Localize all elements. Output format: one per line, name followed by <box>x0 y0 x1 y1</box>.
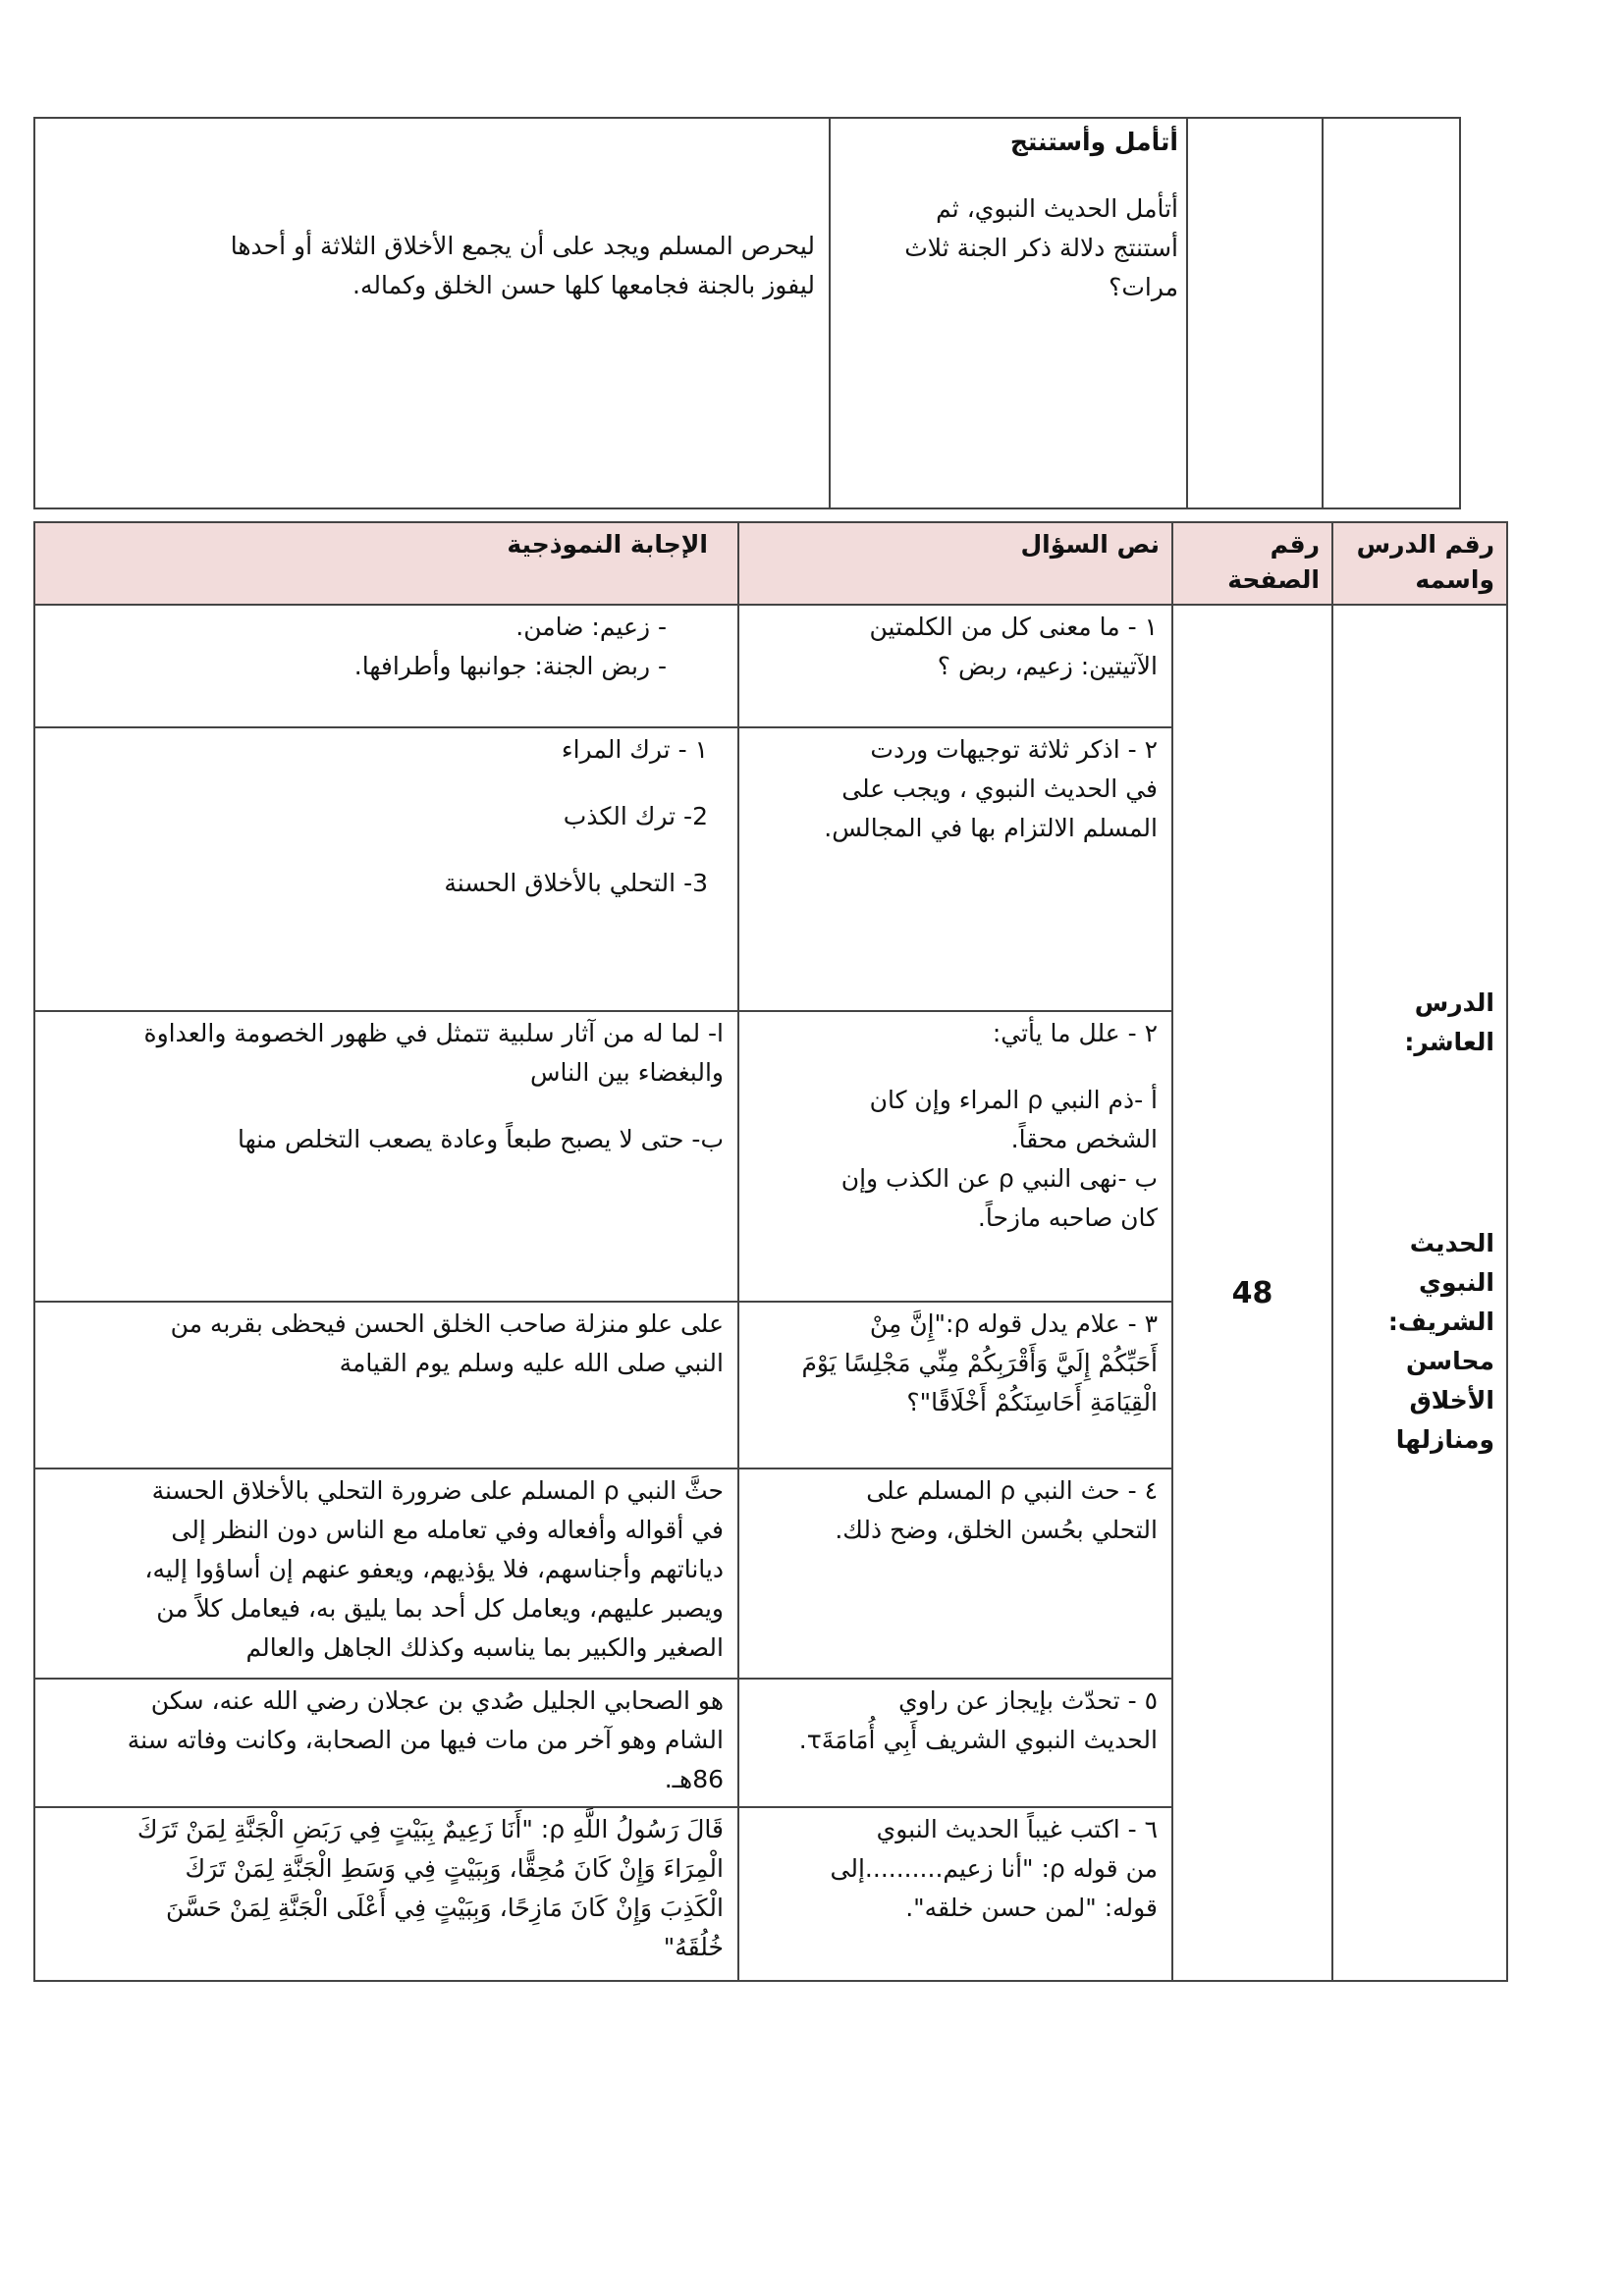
answer-cell <box>34 605 738 727</box>
question-line: الْقِيَامَةِ أَحَاسِنَكُمْ أَخْلَاقًا"؟ <box>906 1388 1158 1416</box>
reflection-question-line: مرات؟ <box>1109 273 1178 301</box>
lesson-name-line: الأخلاق <box>1409 1386 1494 1415</box>
empty-page-cell <box>1187 118 1323 508</box>
answer-line: 2- ترك الكذب <box>563 802 708 830</box>
empty-lesson-cell <box>1323 118 1460 508</box>
lesson-name-line: ومنازلها <box>1395 1425 1494 1454</box>
answer-cell <box>34 1302 738 1468</box>
lesson-name-line: النبوي <box>1419 1268 1494 1297</box>
question-line: التحلي بحُسن الخلق، وضح ذلك. <box>835 1516 1158 1544</box>
lesson-name-line: محاسن <box>1406 1347 1494 1375</box>
answer-line: 3- التحلي بالأخلاق الحسنة <box>444 869 708 897</box>
question-line: ب -نهى النبي ρ عن الكذب وإن <box>840 1164 1158 1193</box>
answer-line: ١ - ترك المراء <box>561 735 708 764</box>
lesson-number <box>1345 984 1494 1062</box>
question-line: الحديث النبوي الشريف أَبِي أُمَامَةَτ. <box>798 1726 1158 1754</box>
answer-line: خُلُقَهُ" <box>663 1933 724 1961</box>
reflection-heading: أتأمل وأستنتج <box>1009 128 1178 156</box>
question-cell <box>738 1679 1172 1807</box>
reflection-question-cell <box>830 118 1187 508</box>
answer-line: الشام وهو آخر من مات فيها من الصحابة، وكانت وفاته سنة <box>127 1726 724 1754</box>
answer-line: هو الصحابي الجليل صُدي بن عجلان رضي الله عنه، سكن <box>150 1686 724 1715</box>
answer-cell <box>34 727 738 1011</box>
answer-line: حثَّ النبي ρ المسلم على ضرورة التحلي بالأخلاق الحسنة <box>151 1476 724 1505</box>
question-cell <box>738 1807 1172 1981</box>
answer-line: ا- لما له من آثار سلبية تتمثل في ظهور الخصومة والعداوة <box>143 1019 724 1047</box>
reflection-question-line: أستنتج دلالة ذكر الجنة ثلاث <box>904 234 1178 262</box>
header-page <box>1172 522 1332 605</box>
question-cell <box>738 605 1172 727</box>
question-line: المسلم الالتزام بها في المجالس. <box>824 814 1158 842</box>
answer-cell <box>34 1468 738 1679</box>
reflection-row <box>34 118 1460 508</box>
question-line: ٦ - اكتب غيباً الحديث النبوي <box>876 1815 1158 1843</box>
question-line: ٤ - حث النبي ρ المسلم على <box>866 1476 1158 1505</box>
answer-line: والبغضاء بين الناس <box>530 1058 724 1087</box>
lesson-number-line: العاشر: <box>1404 1028 1494 1056</box>
questions-table <box>33 521 1508 1982</box>
answer-cell <box>34 1011 738 1302</box>
lesson-number-line: الدرس <box>1414 988 1494 1017</box>
question-line: الشخص محقاً. <box>1010 1125 1158 1153</box>
question-cell <box>738 1302 1172 1468</box>
reflection-table <box>33 117 1461 509</box>
answer-line: قَالَ رَسُولُ اللَّهِ ρ: "أَنَا زَعِيمٌ بِبَيْتٍ فِي رَبَضِ الْجَنَّةِ لِمَنْ تَرَكَ <box>136 1815 724 1843</box>
question-line: في الحديث النبوي ، ويجب على <box>841 774 1158 803</box>
table-header-row <box>34 522 1507 605</box>
header-lesson-line: رقم الدرس <box>1356 530 1494 559</box>
answer-line: الْمِرَاءَ وَإِنْ كَانَ مُحِقًّا، وَبِبَيْتٍ فِي وَسَطِ الْجَنَّةِ لِمَنْ تَرَكَ <box>185 1854 724 1883</box>
question-line: ١ - ما معنى كل من الكلمتين <box>869 613 1158 641</box>
page-number: 48 <box>1231 1275 1273 1310</box>
reflection-answer-cell <box>34 118 830 508</box>
question-cell <box>738 1468 1172 1679</box>
header-question: نص السؤال <box>738 522 1172 605</box>
question-cell <box>738 727 1172 1011</box>
question-line: من قوله ρ: "أنا زعيم..........إلى <box>830 1854 1158 1883</box>
answer-line: - ربض الجنة: جوانبها وأطرافها. <box>353 652 667 680</box>
answer-line: الْكَذِبَ وَإِنْ كَانَ مَازِحًا، وَبِبَيْتٍ فِي أَعْلَى الْجَنَّةِ لِمَنْ حَسَّنَ <box>166 1894 724 1922</box>
header-page-line: رقم <box>1270 530 1320 559</box>
question-line: قوله: "لمن حسن خلقه". <box>905 1894 1158 1922</box>
question-line: الآتيتين: زعيم، ربض ؟ <box>937 652 1158 680</box>
question-line: ٢ - اذكر ثلاثة توجيهات وردت <box>870 735 1158 764</box>
header-answer: الإجابة النموذجية <box>34 522 738 605</box>
question-cell <box>738 1011 1172 1302</box>
answer-line: ب- حتى لا يصبح طبعاً وعادة يصعب التخلص منها <box>238 1125 724 1153</box>
answer-cell <box>34 1807 738 1981</box>
reflection-answer-line: ليفوز بالجنة فجامعها كلها حسن الخلق وكماله. <box>352 271 815 299</box>
page-number-cell <box>1172 605 1332 1981</box>
answer-cell <box>34 1679 738 1807</box>
question-line: كان صاحبه مازحاً. <box>977 1203 1158 1232</box>
answer-line: 86هـ. <box>664 1765 724 1793</box>
answer-line: النبي صلى الله عليه وسلم يوم القيامة <box>339 1349 724 1377</box>
reflection-answer-line: ليحرص المسلم ويجد على أن يجمع الأخلاق الثلاثة أو أحدها <box>230 232 815 260</box>
answer-line: دياناتهم وأجناسهم، فلا يؤذيهم، ويعفو عنهم إن أساؤوا إليه، <box>144 1555 724 1583</box>
answer-line: في أقواله وأفعاله وفي تعامله مع الناس دون النظر إلى <box>171 1516 724 1544</box>
header-page-line: الصفحة <box>1227 565 1320 594</box>
question-line: ٥ - تحدّث بإيجاز عن راوي <box>898 1686 1158 1715</box>
question-line: أَحَبِّكُمْ إِلَيَّ وَأَقْرَبِكُمْ مِنِّي مَجْلِسًا يَوْمَ <box>801 1349 1158 1377</box>
question-line: ٣ - علام يدل قوله ρ:"إِنَّ مِنْ <box>869 1309 1158 1338</box>
answer-line: الصغير والكبير بما يناسبه وكذلك الجاهل والعالم <box>245 1633 724 1662</box>
lesson-name-line: الحديث <box>1409 1229 1494 1257</box>
question-line: ٢ - علل ما يأتي: <box>992 1019 1158 1047</box>
question-line: أ -ذم النبي ρ المراء وإن كان <box>869 1086 1158 1114</box>
answer-line: ويصبر عليهم، ويعامل كل أحد بما يليق به، فيعامل كلاً من <box>156 1594 724 1623</box>
table-row <box>34 605 1507 727</box>
lesson-name-line: الشريف: <box>1387 1308 1494 1336</box>
header-lesson <box>1332 522 1507 605</box>
answer-line: - زعيم: ضامن. <box>515 613 667 641</box>
header-lesson-line: واسمه <box>1415 565 1494 594</box>
answer-line: على علو منزلة صاحب الخلق الحسن فيحظى بقربه من <box>170 1309 724 1338</box>
reflection-question-line: أتأمل الحديث النبوي، ثم <box>936 194 1178 223</box>
lesson-name <box>1345 1224 1494 1460</box>
lesson-cell <box>1332 605 1507 1981</box>
